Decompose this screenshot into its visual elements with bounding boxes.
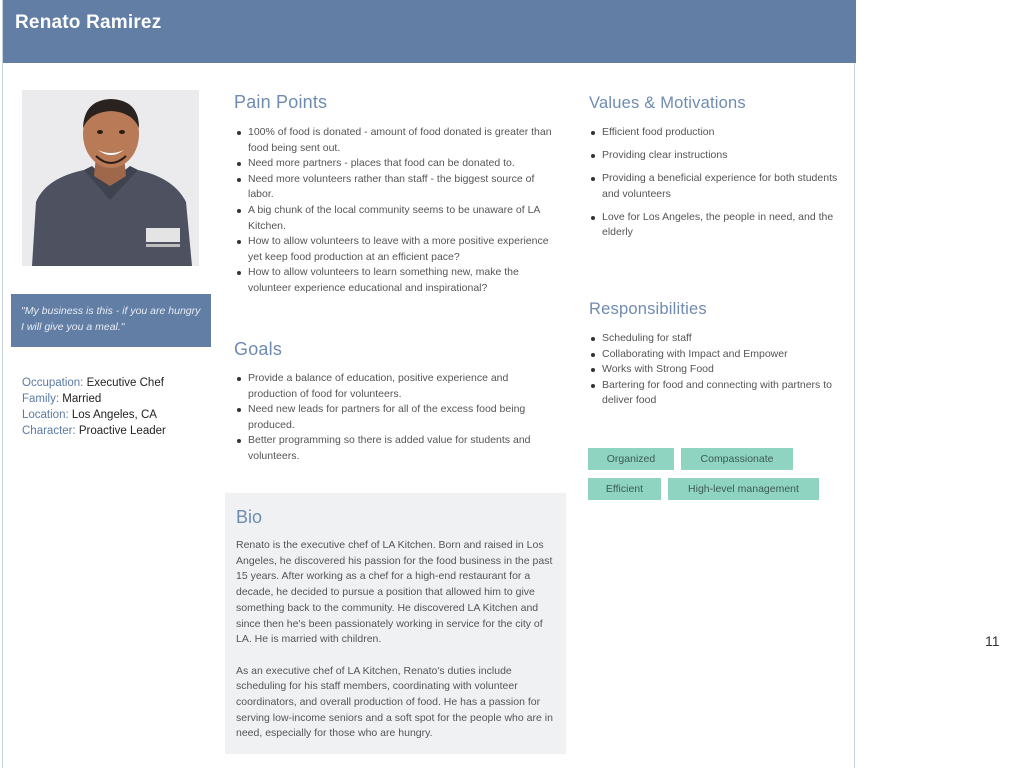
goals-list (235, 371, 555, 465)
bio-section (225, 493, 566, 754)
bio-paragraph: As an executive chef of LA Kitchen, Renato's duties include scheduling for his staff members, coordinating with volunteer coordinators, and overall production of food. He has a passion for serving low-income seniors and a soft spot for the people who are in need, especially for those who are hungry. (236, 664, 553, 740)
list-item: Scheduling for staff (589, 331, 839, 347)
list-item: Need more partners - places that food can be donated to. (235, 156, 555, 172)
responsibilities-list (589, 331, 839, 409)
tag-efficient: Efficient (588, 478, 661, 500)
bio-title: Bio (236, 507, 263, 527)
persona-facts (22, 375, 212, 439)
bio-paragraph: Renato is the executive chef of LA Kitchen. Born and raised in Los Angeles, he discovered his passion for the food business in the past 15 years. After working as a chef for a high-end restaurant for a decade, he decided to pursue a position that allowed him to give something back to the community. He discovered LA Kitchen and since then he's been passionately working in service for the city of LA. He is married with children. (236, 539, 553, 646)
list-item: Provide a balance of education, positive experience and production of food for volunteers. (235, 371, 555, 402)
list-item: How to allow volunteers to learn something new, make the volunteer experience educational and inspirational? (235, 265, 555, 296)
persona-slide (2, 0, 855, 768)
list-item: Works with Strong Food (589, 362, 839, 378)
list-item: Collaborating with Impact and Empower (589, 347, 839, 363)
fact-character: Character: Proactive Leader (22, 425, 166, 437)
goals-title: Goals (234, 339, 283, 359)
values-list (589, 125, 839, 249)
header-bar (3, 0, 856, 63)
pain-points-list (235, 125, 555, 297)
list-item: Love for Los Angeles, the people in need, and the elderly (589, 210, 839, 241)
fact-family: Family: Married (22, 393, 102, 405)
fact-location: Location: Los Angeles, CA (22, 409, 157, 421)
bio-text (236, 538, 558, 742)
list-item: Efficient food production (589, 125, 839, 141)
list-item: Need more volunteers rather than staff - the biggest source of labor. (235, 172, 555, 203)
list-item: Need new leads for partners for all of the excess food being produced. (235, 402, 555, 433)
persona-quote: "My business is this - if you are hungry I will give you a meal." (11, 294, 211, 347)
page-number: 11 (985, 633, 1000, 649)
persona-name: Renato Ramirez (15, 12, 162, 33)
tag-high-level-management: High-level management (668, 478, 819, 500)
list-item: Providing clear instructions (589, 148, 839, 164)
fact-occupation: Occupation: Executive Chef (22, 377, 164, 389)
persona-photo (22, 90, 199, 266)
tag-compassionate: Compassionate (681, 448, 793, 470)
tag-organized: Organized (588, 448, 674, 470)
list-item: 100% of food is donated - amount of food donated is greater than food being sent out. (235, 125, 555, 156)
list-item: Better programming so there is added value for students and volunteers. (235, 433, 555, 464)
list-item: A big chunk of the local community seems to be unaware of LA Kitchen. (235, 203, 555, 234)
chef-portrait-icon (22, 90, 199, 266)
values-title: Values & Motivations (589, 94, 746, 112)
list-item: Bartering for food and connecting with partners to deliver food (589, 378, 839, 409)
responsibilities-title: Responsibilities (589, 300, 707, 318)
pain-points-title: Pain Points (234, 92, 328, 112)
list-item: How to allow volunteers to leave with a more positive experience yet keep food production at an efficient pace? (235, 234, 555, 265)
list-item: Providing a beneficial experience for both students and volunteers (589, 171, 839, 202)
